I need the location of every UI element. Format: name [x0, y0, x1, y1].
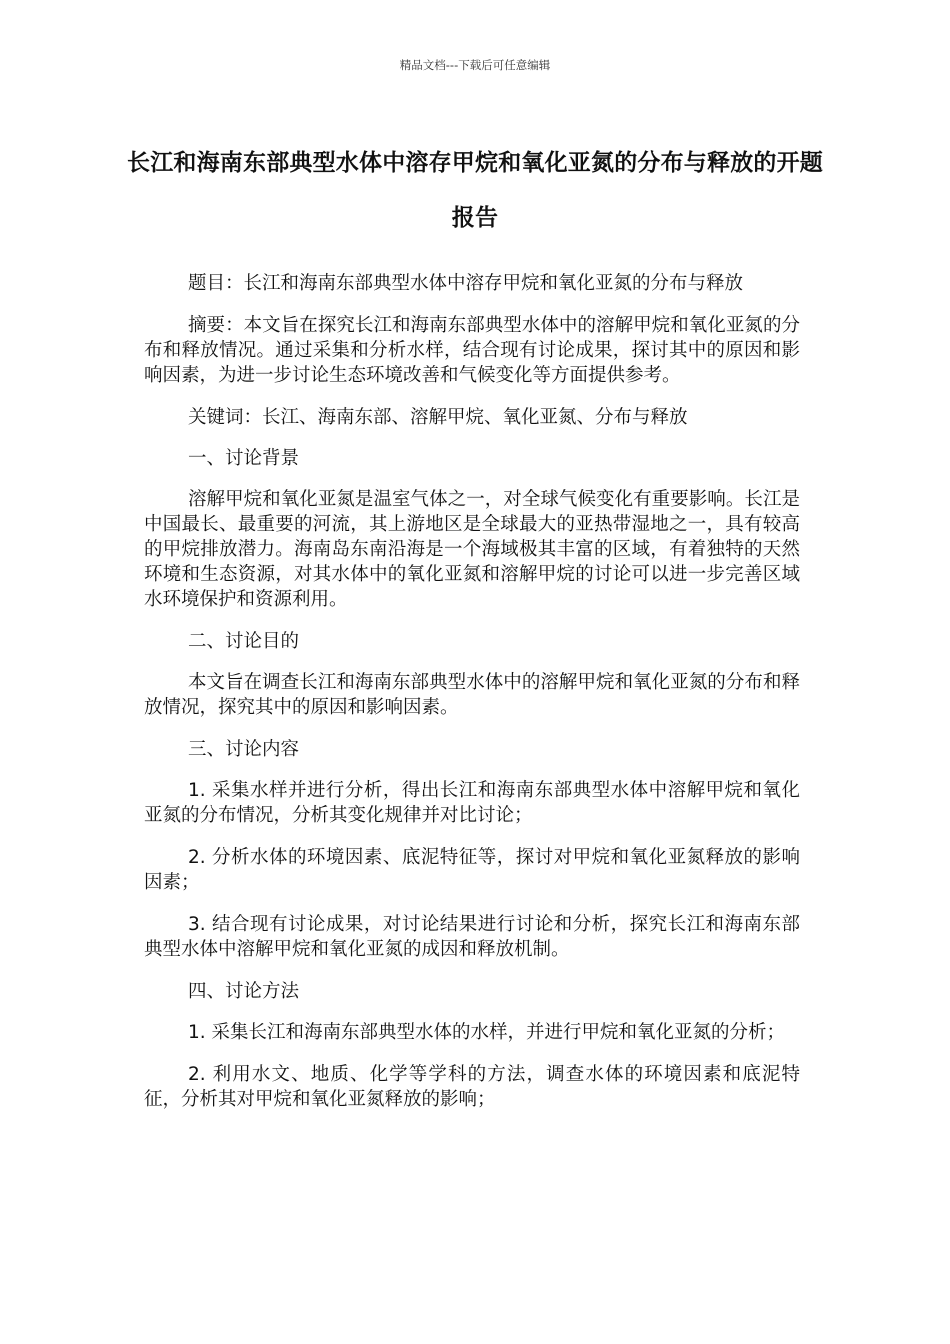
method-item-2: 2. 利用水文、地质、化学等学科的方法，调查水体的环境因素和底泥特征，分析其对甲烷和氧化亚氮释放的影响； — [144, 1064, 800, 1110]
section-heading-methods: 四、讨论方法 — [188, 981, 300, 1002]
paragraph-keywords: 关键词：长江、海南东部、溶解甲烷、氧化亚氮、分布与释放 — [188, 407, 688, 428]
content-item-1: 1. 采集水样并进行分析，得出长江和海南东部典型水体中溶解甲烷和氧化亚氮的分布情况，分析其变化规律并对比讨论； — [144, 780, 800, 826]
page-header-watermark: 精品文档---下载后可任意编辑 — [399, 58, 551, 72]
paragraph-topic: 题目：长江和海南东部典型水体中溶存甲烷和氧化亚氮的分布与释放 — [188, 273, 744, 294]
paragraph-purpose: 本文旨在调查长江和海南东部典型水体中的溶解甲烷和氧化亚氮的分布和释放情况，探究其中的原因和影响因素。 — [144, 672, 800, 718]
paragraph-background: 溶解甲烷和氧化亚氮是温室气体之一，对全球气候变化有重要影响。长江是中国最长、最重要的河流，其上游地区是全球最大的亚热带湿地之一，具有较高的甲烷排放潜力。海南岛东南沿海是一个海域极其丰富的区域，有着独特的天然环境和生态资源，对其水体中的氧化亚氮和溶解甲烷的讨论可以进一步完善区域水环境保护和资源利用。 — [144, 489, 800, 610]
method-item-1: 1. 采集长江和海南东部典型水体的水样，并进行甲烷和氧化亚氮的分析； — [188, 1022, 786, 1043]
document-title: 长江和海南东部典型水体中溶存甲烷和氧化亚氮的分布与释放的开题报告 — [127, 150, 823, 231]
section-heading-purpose: 二、讨论目的 — [188, 631, 300, 652]
content-item-2: 2. 分析水体的环境因素、底泥特征等，探讨对甲烷和氧化亚氮释放的影响因素； — [144, 847, 800, 893]
section-heading-content: 三、讨论内容 — [188, 739, 300, 760]
content-item-3: 3. 结合现有讨论成果，对讨论结果进行讨论和分析，探究长江和海南东部典型水体中溶解甲烷和氧化亚氮的成因和释放机制。 — [144, 914, 800, 960]
section-heading-background: 一、讨论背景 — [188, 448, 300, 469]
paragraph-abstract: 摘要：本文旨在探究长江和海南东部典型水体中的溶解甲烷和氧化亚氮的分布和释放情况。通过采集和分析水样，结合现有讨论成果，探讨其中的原因和影响因素，为进一步讨论生态环境改善和气候变化等方面提供参考。 — [144, 315, 800, 386]
document-body — [144, 271, 800, 1129]
